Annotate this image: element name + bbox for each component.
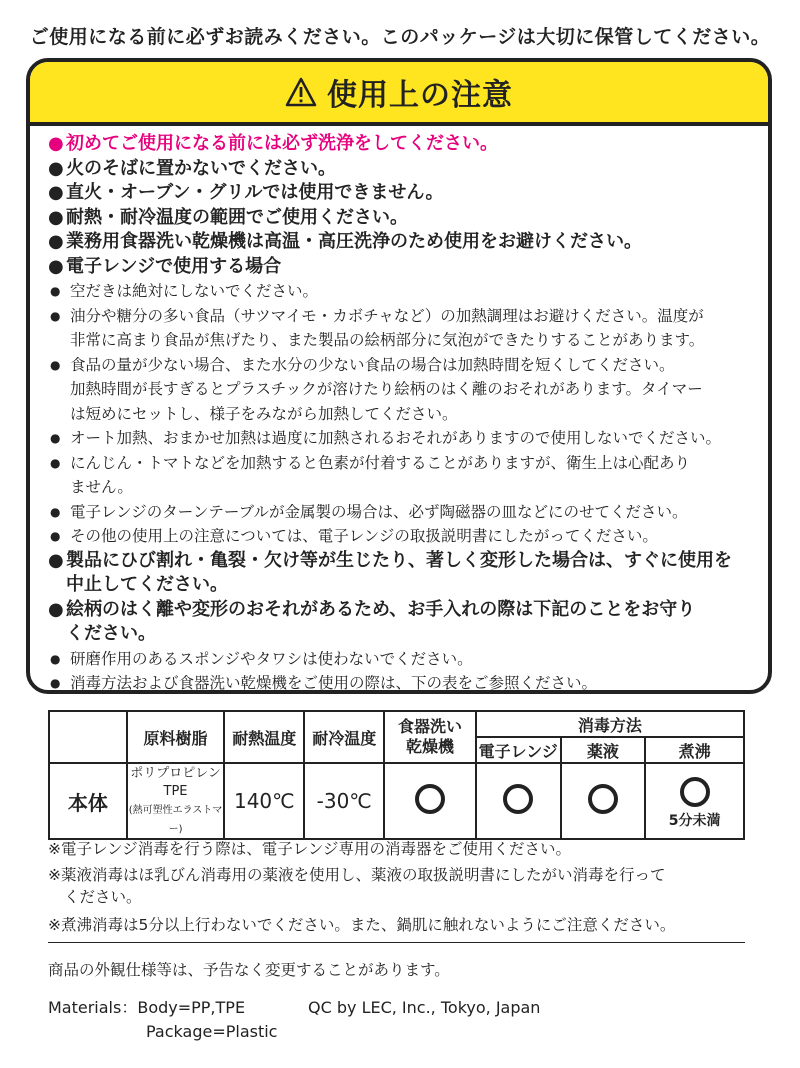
caution-item xyxy=(48,230,756,255)
bullet-icon: ● xyxy=(48,182,64,203)
material-line3: (熱可塑性エラストマー) xyxy=(128,805,223,835)
caution-item xyxy=(48,304,756,353)
header-disinfect: 消毒方法 xyxy=(476,711,744,737)
spec-table xyxy=(48,710,745,840)
warning-triangle-icon xyxy=(285,77,317,107)
caution-item-text: 食品の量が少ない場合、また水分の少ない食品の場合は加熱時間を短くしてください。 xyxy=(70,355,675,374)
caution-item xyxy=(48,524,756,549)
bullet-icon: ● xyxy=(50,676,61,690)
bullet-icon: ● xyxy=(48,255,64,277)
row-label: 本体 xyxy=(49,763,127,839)
caution-list xyxy=(30,126,768,694)
caution-item-text: 絵柄のはく離や変形のおそれがあるため、お手入れの際は下記のことをお守り xyxy=(66,598,696,620)
caution-item-text: 製品にひび割れ・亀裂・欠け等が生じたり、著しく変形した場合は、すぐに使用を xyxy=(66,549,732,571)
caution-item xyxy=(48,647,756,672)
caution-item xyxy=(48,353,756,427)
divider xyxy=(48,942,745,943)
boil-note: 5分未満 xyxy=(668,812,721,829)
caution-item-text: オート加熱、おまかせ加熱は過度に加熱されるおそれがありますので使用しないでください。 xyxy=(70,429,722,447)
bullet-icon: ● xyxy=(50,504,61,519)
footnotes xyxy=(48,838,748,943)
caution-title: 使用上の注意 xyxy=(327,78,513,113)
header-heat: 耐熱温度 xyxy=(224,711,304,763)
header-dishwasher-line1: 食器洗い xyxy=(397,717,462,736)
caution-item xyxy=(48,598,756,647)
dishwasher-ok xyxy=(384,763,476,839)
bullet-icon: ● xyxy=(50,651,61,666)
bullet-icon: ● xyxy=(50,284,61,298)
header-material: 原料樹脂 xyxy=(127,711,225,763)
caution-item-text: 初めてご使用になる前には必ず洗浄をしてください。 xyxy=(66,133,498,154)
caution-header xyxy=(30,62,768,126)
caution-item-continuation: は短めにセットし、様子をみながら加熱してください。 xyxy=(70,404,458,423)
caution-item xyxy=(48,132,756,157)
caution-item-continuation: 非常に高まり食品が焦げたり、また製品の絵柄部分に気泡ができたりすることがあります。 xyxy=(70,331,705,349)
ok-circle-icon xyxy=(680,777,710,807)
bullet-icon: ● xyxy=(50,529,61,543)
header-dishwasher-line2: 乾燥機 xyxy=(405,737,454,756)
caution-item-continuation: ません。 xyxy=(70,478,133,496)
caution-item xyxy=(48,549,756,598)
caution-item-text: 消毒方法および食器洗い乾燥機をご使用の際は、下の表をご参照ください。 xyxy=(70,674,598,692)
bullet-icon: ● xyxy=(48,598,64,620)
caution-item-text: その他の使用上の注意については、電子レンジの取扱説明書にしたがってください。 xyxy=(70,527,658,545)
spec-change-note: 商品の外観仕様等は、予告なく変更することがあります。 xyxy=(48,961,450,979)
footnote: ※電子レンジ消毒を行う際は、電子レンジ専用の消毒器をご使用ください。 xyxy=(48,840,571,858)
header-cold: 耐冷温度 xyxy=(304,711,384,763)
caution-item-continuation: ください。 xyxy=(66,623,156,644)
caution-item-text: 研磨作用のあるスポンジやタワシは使わないでください。 xyxy=(70,649,473,668)
caution-item-text: にんじん・トマトなどを加熱すると色素が付着することがありますが、衛生上は心配あり xyxy=(70,453,691,472)
caution-item xyxy=(48,157,756,182)
ok-circle-icon xyxy=(503,784,533,814)
material-line2: TPE xyxy=(163,784,188,799)
material-cell xyxy=(127,763,225,839)
header-chemical: 薬液 xyxy=(561,737,646,763)
material-line1: ポリプロピレン xyxy=(130,766,221,781)
caution-item xyxy=(48,500,756,525)
ok-circle-icon xyxy=(588,784,618,814)
caution-item xyxy=(48,671,756,694)
ok-circle-icon xyxy=(415,784,445,814)
caution-item xyxy=(48,279,756,304)
header-boil: 煮沸 xyxy=(645,737,744,763)
caution-item xyxy=(48,181,756,206)
top-note: ご使用になる前に必ずお読みください。このパッケージは大切に保管してください。 xyxy=(29,26,771,48)
caution-item-text: 電子レンジで使用する場合 xyxy=(66,255,282,277)
bullet-icon: ● xyxy=(48,157,64,179)
header-dishwasher xyxy=(384,711,476,763)
caution-item-text: 耐熱・耐冷温度の範囲でご使用ください。 xyxy=(66,206,408,228)
caution-item xyxy=(48,426,756,451)
caution-box xyxy=(26,58,772,694)
bullet-icon: ● xyxy=(50,357,61,372)
bullet-icon: ● xyxy=(50,455,61,470)
bullet-icon: ● xyxy=(48,231,64,252)
table-corner-cell xyxy=(49,711,127,763)
materials-package: Package=Plastic xyxy=(146,1022,278,1041)
caution-item-text: 空だきは絶対にしないでください。 xyxy=(70,282,319,300)
cold-value: -30℃ xyxy=(304,763,384,839)
caution-item-text: 業務用食器洗い乾燥機は高温・高圧洗浄のため使用をお避けください。 xyxy=(66,231,642,252)
caution-item-text: 油分や糖分の多い食品（サツマイモ・カボチャなど）の加熱調理はお避けください。温度が xyxy=(70,306,704,325)
bullet-icon: ● xyxy=(48,206,64,228)
bullet-icon: ● xyxy=(48,549,64,571)
caution-item-continuation: 加熱時間が長すぎるとプラスチックが溶けたり絵柄のはく離のおそれがあります。タイマー xyxy=(70,380,703,398)
chemical-ok xyxy=(561,763,646,839)
footnote: ください。 xyxy=(64,888,142,906)
materials xyxy=(48,996,277,1044)
caution-item xyxy=(48,206,756,231)
caution-item-text: 直火・オーブン・グリルでは使用できません。 xyxy=(66,182,444,203)
qc-credit: QC by LEC, Inc., Tokyo, Japan xyxy=(308,998,541,1017)
materials-body: Materials：Body=PP,TPE xyxy=(48,998,246,1017)
header-microwave: 電子レンジ xyxy=(476,737,561,763)
bullet-icon: ● xyxy=(50,431,61,445)
caution-item xyxy=(48,255,756,280)
footnote: ※薬液消毒はほ乳びん消毒用の薬液を使用し、薬液の取扱説明書にしたがい消毒を行って xyxy=(48,866,666,884)
caution-item-text: 火のそばに置かないでください。 xyxy=(66,157,336,179)
boil-ok xyxy=(645,763,744,839)
caution-item-continuation: 中止してください。 xyxy=(66,574,228,595)
microwave-ok xyxy=(476,763,561,839)
heat-value: 140℃ xyxy=(224,763,304,839)
footnote: ※煮沸消毒は5分以上行わないでください。また、鍋肌に触れないようにご注意ください。 xyxy=(48,916,676,934)
caution-item-text: 電子レンジのターンテーブルが金属製の場合は、必ず陶磁器の皿などにのせてください。 xyxy=(70,502,688,521)
bullet-icon: ● xyxy=(48,133,64,154)
bullet-icon: ● xyxy=(50,308,61,323)
caution-item xyxy=(48,451,756,500)
